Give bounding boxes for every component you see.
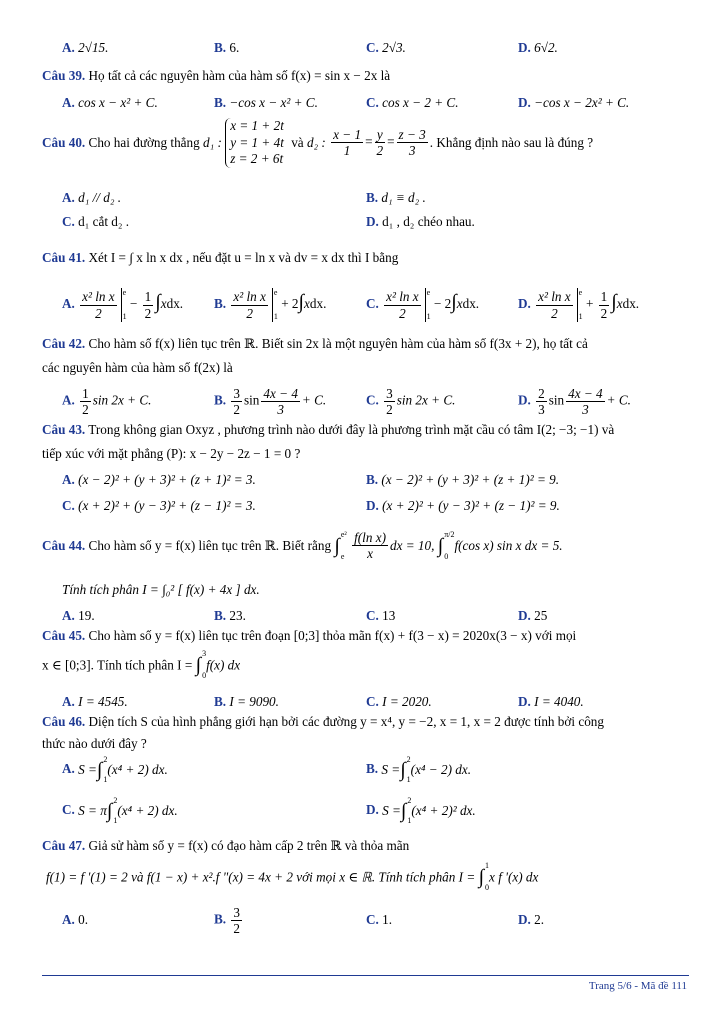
q47-option-b: B. $\frac{3}{2}$ <box>214 905 240 937</box>
q41-option-c: C. $\frac{\text{x² ln x}}{2}$ e 1 − 2∫xdx. <box>366 288 480 322</box>
q42-option-a: A. $\frac{1}{2}$ sin 2x + C. <box>62 386 152 418</box>
q40-option-d: D. d₁ , d₂ chéo nhau. <box>366 214 475 229</box>
q39-stem: Câu 39. Họ tất cả các nguyên hàm của hàm số f(x) = sin x − 2x là <box>42 68 391 83</box>
q40-option-b: B. d₁ ≡ d₂ . <box>366 190 426 205</box>
q45-option-b: B. I = 9090. <box>214 694 279 709</box>
q40-system: x = 1 + 2t y = 1 + 4t z = 2 + 6t <box>225 118 288 168</box>
q45-option-c: C. I = 2020. <box>366 694 432 709</box>
q46-stem-line2: thức nào dưới đây ? <box>42 736 147 751</box>
q44-stem: Câu 44. Cho hàm số y = f(x) liên tục trên ℝ. Biết rằng ∫ e² e $\frac{\text{f(ln x)}}{x}$ dx = 10, ∫ π/2 0 f(cos x) sin x dx = 5. <box>42 529 563 562</box>
q42-stem-line2: các nguyên hàm của hàm số f(2x) là <box>42 360 233 375</box>
q45-stem-line1: Câu 45. Cho hàm số y = f(x) liên tục trên đoạn [0;3] thỏa mãn f(x) + f(3 − x) = 2020x(3 − x) với mọi <box>42 628 577 643</box>
q47-option-c: C. 1. <box>366 912 393 927</box>
q43-stem-line2: tiếp xúc với mặt phẳng (P): x − 2y − 2z − 1 = 0 ? <box>42 446 301 461</box>
q44-option-c: C. 13 <box>366 608 396 623</box>
q39-option-d: D. −cos x − 2x² + C. <box>518 95 630 110</box>
q40-option-c: C. d₁ cắt d₂ . <box>62 214 130 229</box>
q40-stem: Câu 40. Cho hai đường thẳng d₁ : x = 1 + 2t y = 1 + 4t z = 2 + 6t và d₂ : $\frac{x - 1}{1}$ = $\frac{y}{2}$ = $\frac{z - 3}{3}$ . Khẳng định nào sau là đúng ? <box>42 118 594 166</box>
q38-option-c: C. 2√3. <box>366 40 406 55</box>
q45-option-a: A. I = 4545. <box>62 694 128 709</box>
q47-stem-line1: Câu 47. Giả sử hàm số y = f(x) có đạo hàm cấp 2 trên ℝ và thỏa mãn <box>42 838 410 853</box>
q41-option-a: A. $\frac{\text{x² ln x}}{2}$ e 1 − $\frac{1}{2}$ ∫xdx. <box>62 288 184 322</box>
q41-stem: Câu 41. Xét I = ∫ x ln x dx , nếu đặt u = ln x và dv = x dx thì I bằng <box>42 250 399 265</box>
footer-divider <box>42 975 689 976</box>
q43-option-c: C. (x + 2)² + (y − 3)² + (z − 1)² = 3. <box>62 498 256 513</box>
q44-option-b: B. 23. <box>214 608 246 623</box>
q39-option-a: A. cos x − x² + C. <box>62 95 158 110</box>
q38-option-d: D. 6√2. <box>518 40 558 55</box>
q46-option-d: D. S = ∫ 2 1 (x⁴ + 2)² dx. <box>366 796 476 826</box>
q41-option-d: D. $\frac{\text{x² ln x}}{2}$ e 1 + $\frac{1}{2}$ ∫xdx. <box>518 288 640 322</box>
q44-stem-line2: Tính tích phân I = ∫₀² [ f(x) + 4x ] dx. <box>62 582 260 597</box>
q43-stem-line1: Câu 43. Trong không gian Oxyz , phương trình nào dưới đây là phương trình mặt cầu có tâm I(2; −3; −1) và <box>42 422 615 437</box>
q44-option-a: A. 19. <box>62 608 95 623</box>
q47-stem-line2: f(1) = f '(1) = 2 và f(1 − x) + x².f "(x) = 4x + 2 với mọi x ∈ ℝ. Tính tích phân I = ∫ 1 0 x f '(x) dx <box>46 861 539 892</box>
q42-stem-line1: Câu 42. Cho hàm số f(x) liên tục trên ℝ. Biết sin 2x là một nguyên hàm của hàm số f(3x + 2), họ tất cả <box>42 336 588 351</box>
q46-option-a: A. S = ∫ 2 1 (x⁴ + 2) dx. <box>62 755 168 785</box>
q39-option-c: C. cos x − 2 + C. <box>366 95 459 110</box>
q46-stem-line1: Câu 46. Diện tích S của hình phẳng giới hạn bởi các đường y = x⁴, y = −2, x = 1, x = 2 được tính bởi công <box>42 714 604 729</box>
q45-stem-line2: x ∈ [0;3]. Tính tích phân I = ∫ 3 0 f(x) dx <box>42 649 241 680</box>
q38-option-b: B. 6. <box>214 40 240 55</box>
q46-option-b: B. S = ∫ 2 1 (x⁴ − 2) dx. <box>366 755 472 785</box>
q45-option-d: D. I = 4040. <box>518 694 584 709</box>
q43-option-d: D. (x + 2)² + (y − 3)² + (z − 1)² = 9. <box>366 498 560 513</box>
q42-option-c: C. $\frac{3}{2}$ sin 2x + C. <box>366 386 456 418</box>
q39-option-b: B. −cos x − x² + C. <box>214 95 318 110</box>
q41-option-b: B. $\frac{\text{x² ln x}}{2}$ e 1 + 2∫xdx. <box>214 288 327 322</box>
q42-option-d: D. $\frac{2}{3}$ sin $\frac{4x - 4}{3}$ + C. <box>518 386 631 418</box>
q43-option-a: A. (x − 2)² + (y + 3)² + (z + 1)² = 3. <box>62 472 256 487</box>
q47-option-d: D. 2. <box>518 912 545 927</box>
q47-option-a: A. 0. <box>62 912 89 927</box>
q46-option-c: C. S = π ∫ 2 1 (x⁴ + 2) dx. <box>62 796 178 826</box>
q40-option-a: A. d₁ // d₂ . <box>62 190 121 205</box>
q38-option-a: A. 2√15. <box>62 40 109 55</box>
q44-option-d: D. 25 <box>518 608 548 623</box>
page-footer: Trang 5/6 - Mã đề 111 <box>588 980 687 992</box>
q42-option-b: B. $\frac{3}{2}$ sin $\frac{4x - 4}{3}$ + C. <box>214 386 327 418</box>
q43-option-b: B. (x − 2)² + (y + 3)² + (z + 1)² = 9. <box>366 472 560 487</box>
